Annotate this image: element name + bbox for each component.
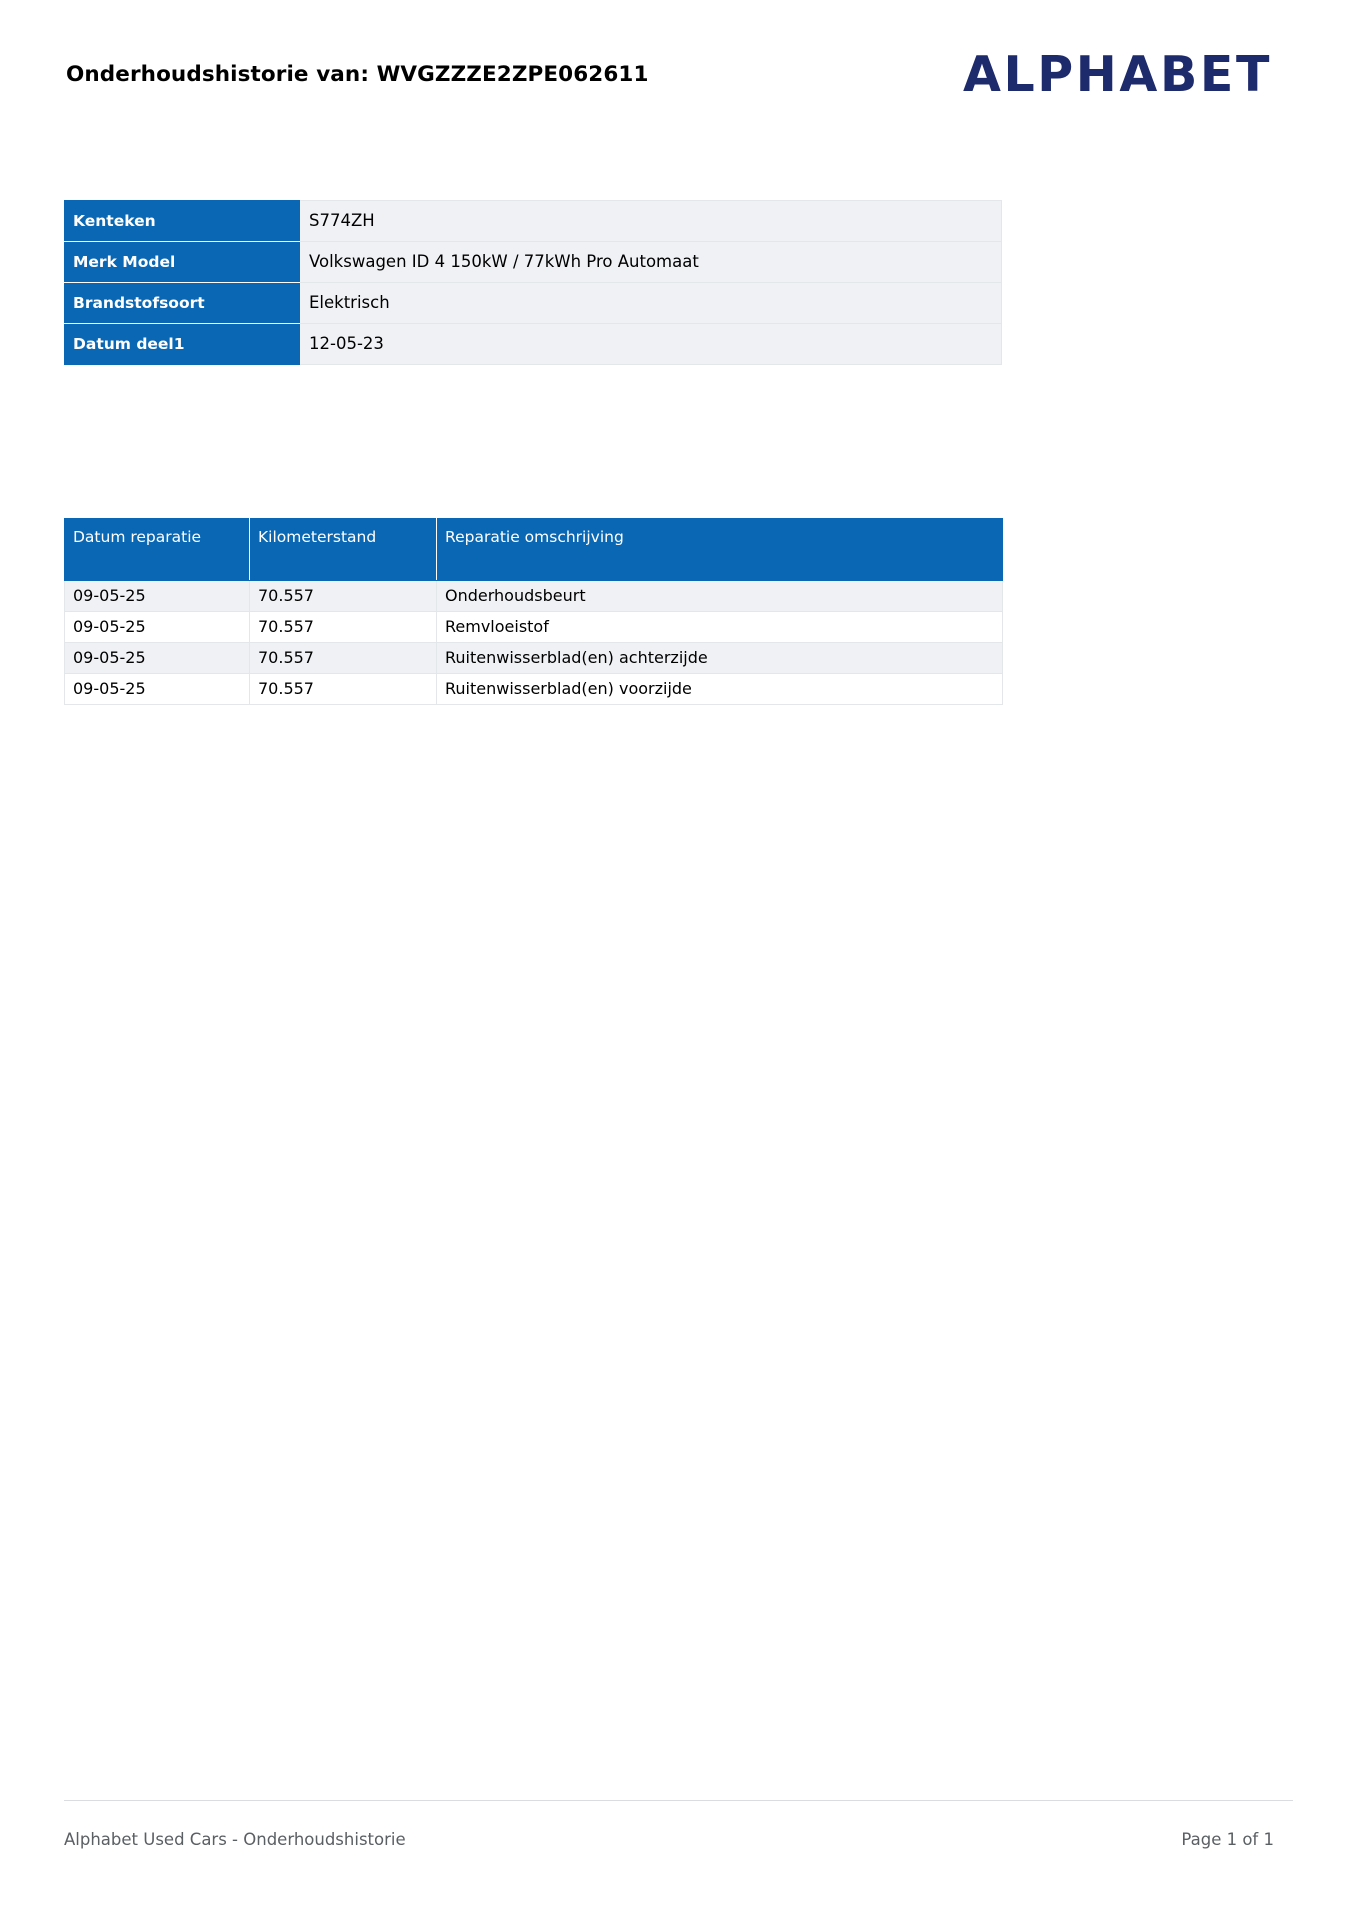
cell-date: 09-05-25	[65, 612, 250, 643]
page-title: Onderhoudshistorie van: WVGZZZE2ZPE062611	[66, 62, 649, 87]
table-row	[65, 581, 1003, 612]
vehicle-info-label: Kenteken	[65, 201, 300, 242]
cell-description: Ruitenwisserblad(en) voorzijde	[437, 674, 1003, 705]
column-header-mileage: Kilometerstand	[250, 519, 437, 581]
vehicle-info-label: Datum deel1	[65, 324, 300, 365]
footer-divider	[64, 1800, 1293, 1801]
table-row	[65, 324, 1002, 365]
footer-label: Alphabet Used Cars - Onderhoudshistorie	[64, 1830, 406, 1849]
column-header-date: Datum reparatie	[65, 519, 250, 581]
document-footer	[64, 1800, 1293, 1920]
document-header	[66, 46, 1291, 124]
cell-description: Onderhoudsbeurt	[437, 581, 1003, 612]
table-row	[65, 643, 1003, 674]
cell-description: Ruitenwisserblad(en) achterzijde	[437, 643, 1003, 674]
cell-mileage: 70.557	[250, 612, 437, 643]
cell-date: 09-05-25	[65, 674, 250, 705]
vehicle-info-value: Volkswagen ID 4 150kW / 77kWh Pro Automaat	[300, 242, 1002, 283]
table-row	[65, 612, 1003, 643]
vehicle-info-value: 12-05-23	[300, 324, 1002, 365]
column-header-description: Reparatie omschrijving	[437, 519, 1003, 581]
cell-date: 09-05-25	[65, 643, 250, 674]
vehicle-info-label: Merk Model	[65, 242, 300, 283]
page-number: Page 1 of 1	[1181, 1830, 1274, 1849]
table-row	[65, 283, 1002, 324]
table-row	[65, 201, 1002, 242]
vehicle-info-label: Brandstofsoort	[65, 283, 300, 324]
cell-date: 09-05-25	[65, 581, 250, 612]
repair-history-table	[64, 518, 1003, 705]
vehicle-info-value: S774ZH	[300, 201, 1002, 242]
table-header-row	[65, 519, 1003, 581]
table-row	[65, 242, 1002, 283]
cell-mileage: 70.557	[250, 643, 437, 674]
vehicle-info-table	[64, 200, 1002, 365]
vehicle-info-value: Elektrisch	[300, 283, 1002, 324]
cell-mileage: 70.557	[250, 581, 437, 612]
cell-mileage: 70.557	[250, 674, 437, 705]
cell-description: Remvloeistof	[437, 612, 1003, 643]
alphabet-logo: ALPHABET	[962, 46, 1272, 103]
table-row	[65, 674, 1003, 705]
